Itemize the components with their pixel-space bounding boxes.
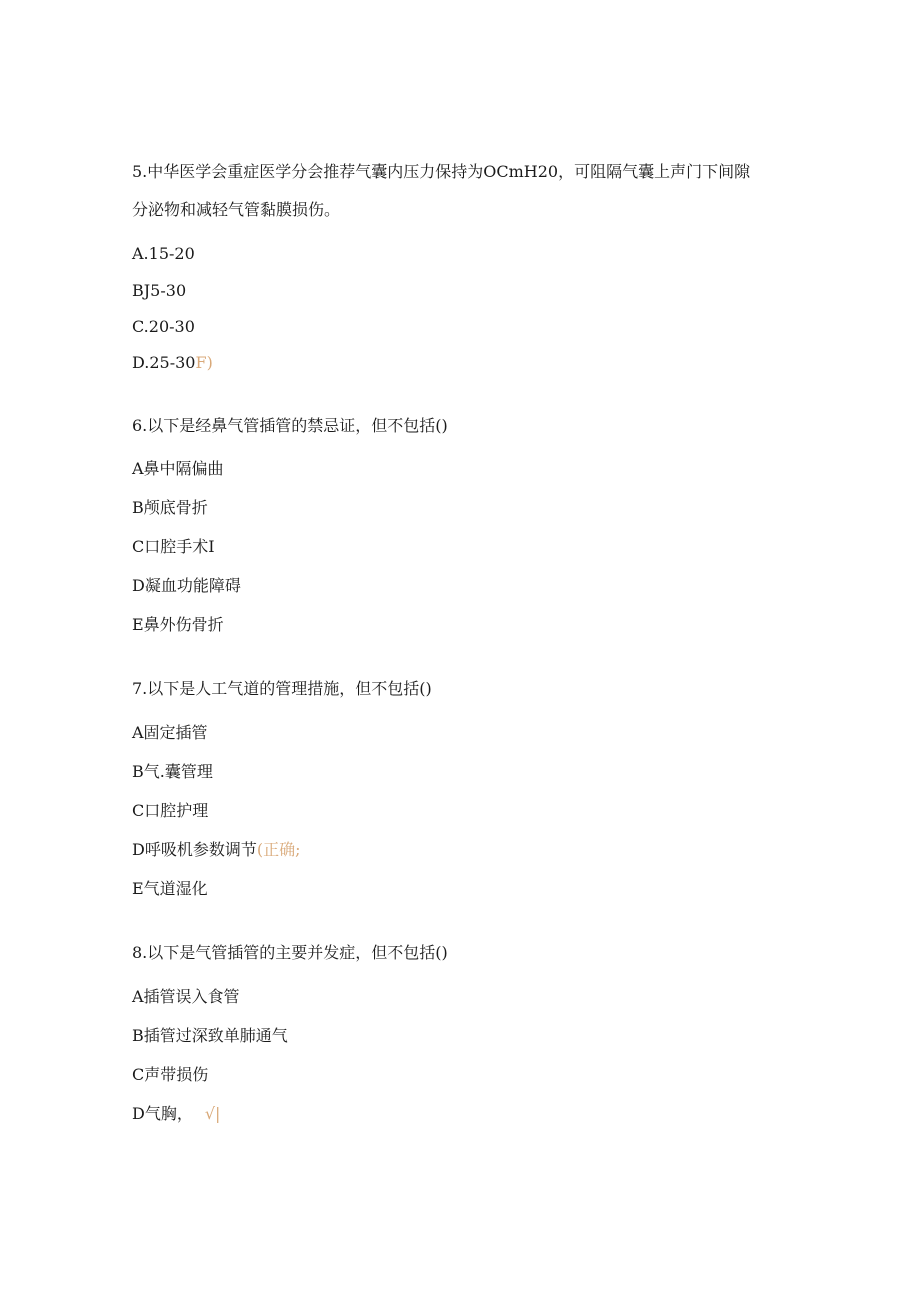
answer-mark: F) [195, 353, 213, 372]
q6-option-e [132, 615, 224, 635]
option-text: D.25-30 [132, 353, 196, 372]
q8-option-c [132, 1065, 208, 1085]
q5-option-a [132, 244, 195, 264]
q6-stem: 6.以下是经鼻气管插管的禁忌证，但不包括() [132, 416, 448, 435]
q7-option-c [132, 801, 208, 821]
option-text: A插管误入食管 [132, 987, 240, 1006]
q6-option-b [132, 498, 208, 518]
option-text: BJ5-30 [132, 281, 187, 300]
q5-option-c [132, 317, 195, 337]
option-text: D呼吸机参数调节 [132, 840, 257, 859]
q8-option-b [132, 1026, 288, 1046]
option-text: A固定插管 [132, 723, 208, 742]
q7-option-a [132, 723, 208, 743]
q5-option-b [132, 281, 186, 301]
option-text: B气.囊管理 [132, 762, 213, 781]
q7-stem: 7.以下是人工气道的管理措施，但不包括() [132, 679, 432, 698]
q7-option-e [132, 879, 208, 899]
option-text: D气胸， [132, 1104, 193, 1123]
option-text: C声带损伤 [132, 1065, 209, 1084]
q5-stem-line-1: 5.中华医学会重症医学分会推荐气囊内压力保持为OCmH20，可阻隔气囊上声门下间隙 [132, 162, 751, 181]
option-text: D凝血功能障碍 [132, 576, 241, 595]
option-text: C.20-30 [132, 317, 195, 336]
option-text: A.15-20 [132, 244, 195, 263]
option-text: A鼻中隔偏曲 [132, 459, 224, 478]
q5-stem-line-2: 分泌物和减轻气管黏膜损伤。 [132, 200, 341, 219]
q6-option-d [132, 576, 241, 596]
option-text: B颅底骨折 [132, 498, 208, 517]
q5-option-d [132, 353, 213, 373]
q7-option-d [132, 840, 300, 860]
option-text: E气道湿化 [132, 879, 208, 898]
q7-option-b [132, 762, 213, 782]
answer-mark: (正确; [256, 840, 301, 859]
answer-mark: √| [204, 1104, 221, 1123]
q8-option-d [132, 1104, 220, 1124]
option-text: C口腔护理 [132, 801, 209, 820]
option-text: B插管过深致单肺通气 [132, 1026, 288, 1045]
option-text: E鼻外伤骨折 [132, 615, 224, 634]
q8-option-a [132, 987, 240, 1007]
q8-stem: 8.以下是气管插管的主要并发症，但不包括() [132, 943, 448, 962]
option-text: C口腔手术I [132, 537, 215, 556]
q6-option-c [132, 537, 215, 557]
q6-option-a [132, 459, 224, 479]
